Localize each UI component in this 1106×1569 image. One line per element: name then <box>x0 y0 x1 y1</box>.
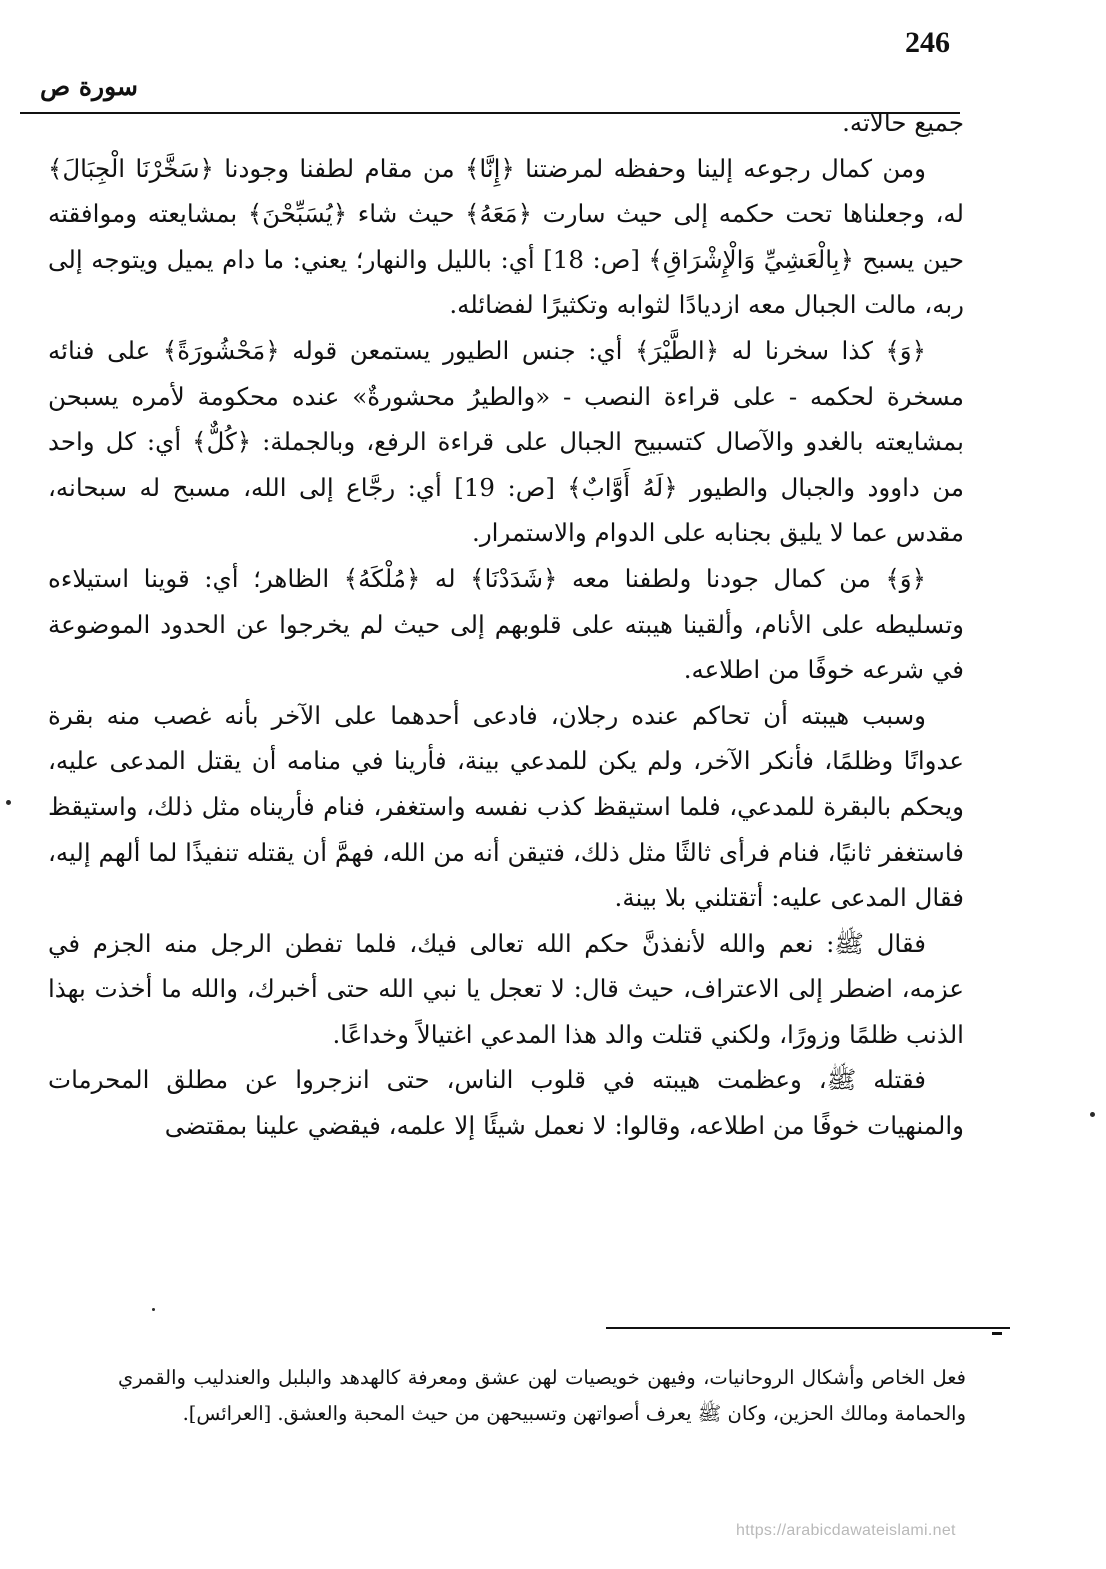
scan-speck <box>6 800 11 805</box>
running-header-surah-title: سورة ص <box>40 72 138 101</box>
scan-speck <box>152 1308 155 1311</box>
paragraph-7: فقتله ﷺ، وعظمت هيبته في قلوب الناس، حتى انزجروا عن مطلق المحرمات والمنهيات خوفًا من اطلاعه، وقالوا: لا نعمل شيئًا إلا علمه، فيقضي علينا بمقتضى <box>48 1065 964 1141</box>
paragraph-2: ومن كمال رجوعه إلينا وحفظه لمرضتنا ﴿إِنَّا﴾ من مقام لطفنا وجودنا ﴿سَخَّرْنَا الْجِبَالَ﴾ له، وجعلناها تحت حكمه إلى حيث سارت ﴿مَعَهُ﴾ حيث شاء ﴿يُسَبِّحْنَ﴾ بمشايعته وموافقته حين يسبح ﴿بِالْعَشِيِّ وَالْإِشْرَاقِ﴾ [ص: 18] أي: بالليل والنهار؛ يعني: ما دام يميل ويتوجه إلى ربه، مالت الجبال معه ازديادًا لثوابه وتكثيرًا لفضائله. <box>48 153 964 320</box>
website-watermark: https://arabicdawateislami.net <box>736 1522 956 1539</box>
footnote-rule <box>606 1327 1010 1329</box>
footnote <box>118 1360 966 1432</box>
paragraph-1: جميع حالاته. <box>842 108 964 137</box>
scan-speck <box>1090 1112 1095 1117</box>
paragraph-6: فقال ﷺ: نعم والله لأنفذنَّ حكم الله تعالى فيك، فلما تفطن الرجل منه الجزم في عزمه، اضطر إلى الاعتراف، حيث قال: لا تعجل يا نبي الله حتى أخبرك، والله ما أخذت بهذا الذنب ظلمًا وزورًا، ولكني قتلت والد هذا المدعي اغتيالاً وخداعًا. <box>48 928 964 1049</box>
paragraph-3: ﴿وَ﴾ كذا سخرنا له ﴿الطَّيْرَ﴾ أي: جنس الطيور يستمعن قوله ﴿مَحْشُورَةً﴾ على فنائه مسخرة لحكمه - على قراءة النصب - «والطيرُ محشورةٌ» عنده محكومة لأمره يسبحن بمشايعته بالغدو والآصال كتسبيح الجبال على قراءة الرفع، وبالجملة: ﴿كُلٌّ﴾ أي: كل واحد من داوود والجبال والطيور ﴿لَهُ أَوَّابٌ﴾ [ص: 19] أي: رجَّاع إلى الله، مسبح له سبحانه، مقدس عما لا يليق بجنابه على الدوام والاستمرار. <box>48 335 964 548</box>
paragraph-5: وسبب هيبته أن تحاكم عنده رجلان، فادعى أحدهما على الآخر بأنه غصب منه بقرة عدوانًا وظلمًا، فأنكر الآخر، ولم يكن للمدعي بينة، فأرينا في منامه أن يقتل المدعى عليه، ويحكم بالبقرة للمدعي، فلما استيقظ كذب نفسه واستغفر، فنام فأريناه مثل ذلك، واستيقظ فاستغفر ثانيًا، فنام فرأى ثالثًا مثل ذلك، فتيقن أنه من الله، فهمَّ أن يقتله تنفيذًا لما ألهم إليه، فقال المدعى عليه: أتقتلني بلا بينة. <box>48 700 964 913</box>
footnote-text: فعل الخاص وأشكال الروحانيات، وفيهن خويصيات لهن عشق ومعرفة كالهدهد والبلبل والعندليب والقمري والحمامة ومالك الحزين، وكان ﷺ يعرف أصواتهن وتسبيحهن من حيث المحبة والعشق. [العرائس]. <box>118 1366 966 1425</box>
page-number: 246 <box>905 26 950 59</box>
main-text-body <box>48 100 964 1149</box>
footnote-dash-mark <box>992 1332 1002 1335</box>
paragraph-4: ﴿وَ﴾ من كمال جودنا ولطفنا معه ﴿شَدَدْنَا﴾ له ﴿مُلْكَهُ﴾ الظاهر؛ أي: قوينا استيلاءه وتسليطه على الأنام، وألقينا هيبته على قلوبهم إلى حيث لم يخرجوا عن الحدود الموضوعة في شرعه خوفًا من اطلاعه. <box>48 563 964 685</box>
